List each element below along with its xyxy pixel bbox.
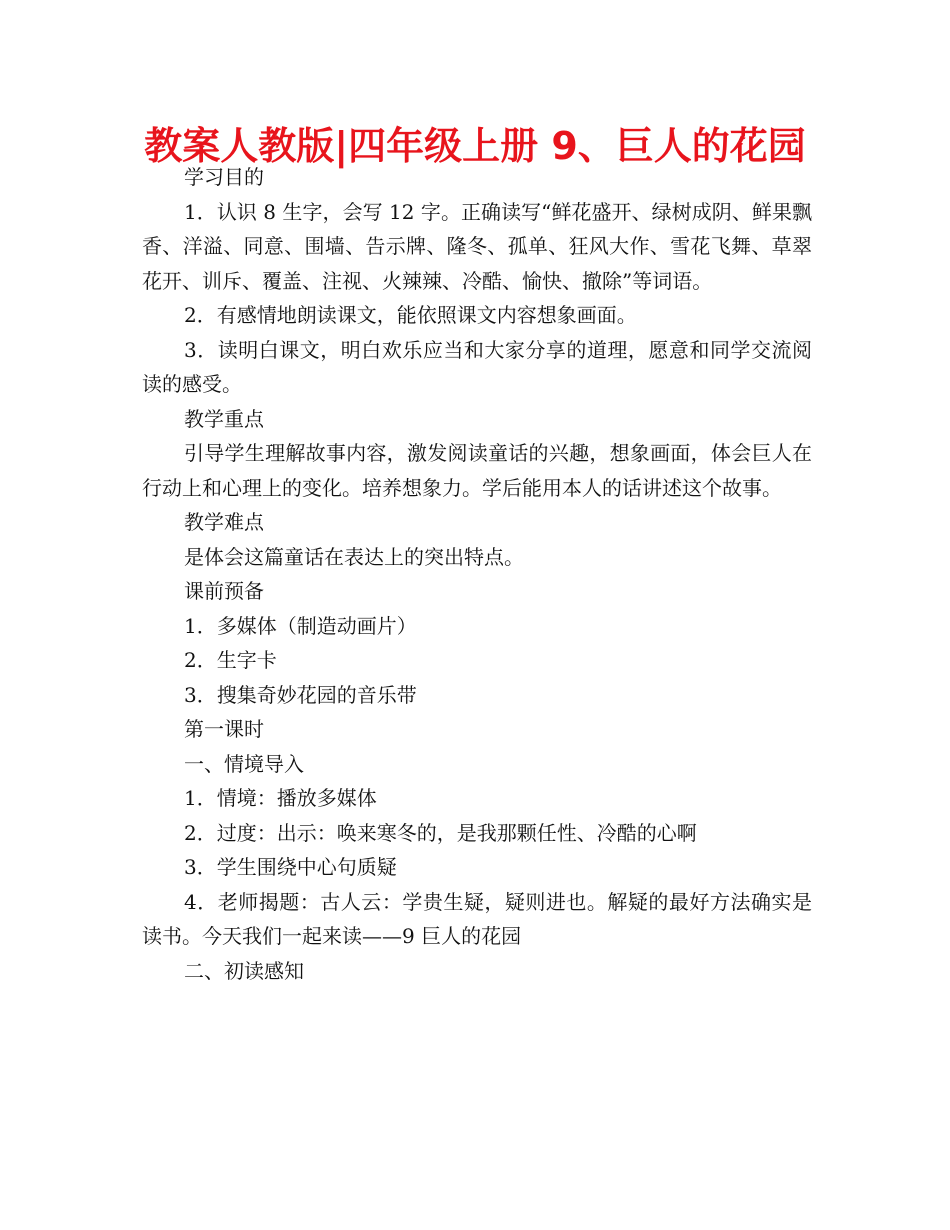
section-heading: 第一课时 bbox=[184, 717, 264, 741]
paragraph: 1．情境：播放多媒体 bbox=[184, 786, 377, 810]
paragraph: 1．认识 8 生字，会写 12 字。正确读写“鲜花盛开、绿树成阴、鲜果飘香、洋溢、同意、围墙、告示牌、隆冬、孤单、狂风大作、雪花飞舞、草翠花开、训斥、覆盖、注视、火辣辣、冷酷、愉快、撤除”等词语。 bbox=[142, 199, 812, 293]
document-body bbox=[142, 160, 812, 988]
section-heading: 一、情境导入 bbox=[184, 751, 304, 776]
paragraph: 2．生字卡 bbox=[184, 648, 277, 672]
paragraph: 2．过度：出示：唤来寒冬的，是我那颗任性、冷酷的心啊 bbox=[184, 820, 697, 845]
paragraph: 3．搜集奇妙花园的音乐带 bbox=[184, 682, 417, 707]
paragraph: 4．老师揭题：古人云：学贵生疑，疑则进也。解疑的最好方法确实是读书。今天我们一起来读——9 巨人的花园 bbox=[142, 889, 812, 948]
section-heading: 二、初读感知 bbox=[184, 958, 304, 983]
paragraph: 是体会这篇童话在表达上的突出特点。 bbox=[184, 544, 524, 569]
section-heading: 课前预备 bbox=[184, 579, 264, 603]
section-heading: 教学难点 bbox=[184, 510, 264, 534]
paragraph: 2．有感情地朗读课文，能依照课文内容想象画面。 bbox=[184, 303, 637, 327]
document-title: 教案人教版|四年级上册 9、巨人的花园 bbox=[144, 124, 806, 168]
paragraph: 3．读明白课文，明白欢乐应当和大家分享的道理，愿意和同学交流阅读的感受。 bbox=[142, 337, 812, 396]
paragraph: 3．学生围绕中心句质疑 bbox=[184, 855, 397, 879]
section-heading: 教学重点 bbox=[184, 406, 264, 431]
paragraph: 1．多媒体（制造动画片） bbox=[184, 613, 417, 638]
paragraph: 引导学生理解故事内容，激发阅读童话的兴趣，想象画面，体会巨人在行动上和心理上的变化。培养想象力。学后能用本人的话讲述这个故事。 bbox=[142, 441, 812, 500]
section-heading: 学习目的 bbox=[184, 165, 264, 189]
